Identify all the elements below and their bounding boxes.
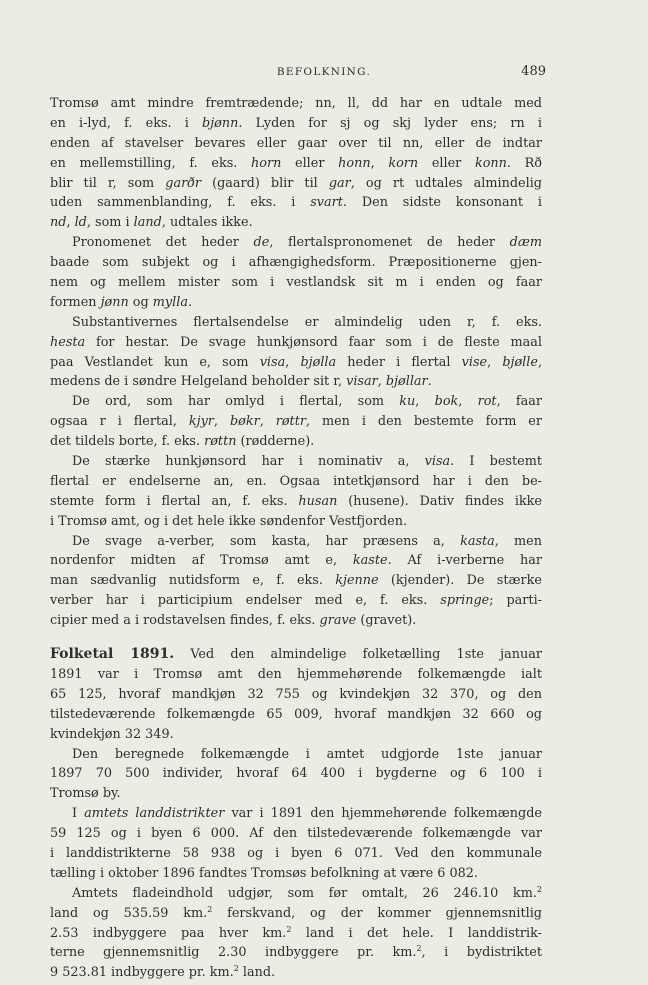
text-run: var i 1891 den hjemmehørende folkemængde bbox=[224, 806, 542, 822]
text-run: 59 125 og i byen 6 000. Af den tilstedeværende folkemængde var bbox=[50, 826, 542, 842]
superscript: 2 bbox=[207, 904, 213, 914]
text-line bbox=[50, 784, 542, 804]
text-run: (husene). Dativ findes ikke bbox=[337, 493, 542, 509]
text-line bbox=[50, 392, 542, 412]
text-run: , men i den bestemte form er bbox=[305, 414, 542, 430]
italic-term: bjønn bbox=[202, 115, 239, 131]
text-line bbox=[50, 94, 542, 114]
superscript: 2 bbox=[536, 884, 542, 894]
text-run: Ved den almindelige folketælling 1ste januar bbox=[174, 647, 542, 663]
running-title: BEFOLKNING. bbox=[276, 66, 372, 78]
text-run: . I bestemt bbox=[450, 454, 542, 470]
running-header bbox=[0, 66, 648, 86]
text-run: tilstedeværende folkemængde 65 009, hvoraf mandkjøn 32 660 og bbox=[50, 706, 542, 722]
text-run: eller bbox=[281, 155, 339, 171]
text-run: enden af stavelser bevares eller gaar over til nn, eller de indtar bbox=[50, 135, 542, 151]
text-run: en i-lyd, f. eks. i bbox=[50, 115, 203, 131]
superscript: 2 bbox=[233, 964, 239, 974]
text-line bbox=[50, 512, 542, 532]
italic-term: bøkr bbox=[229, 414, 260, 430]
text-run: Tromsø amt mindre fremtrædende; nn, ll, dd har en udtale med bbox=[50, 96, 542, 111]
text-line bbox=[50, 665, 542, 685]
text-run: ogsaa r i flertal, bbox=[50, 414, 189, 430]
text-line bbox=[50, 293, 542, 313]
text-line bbox=[50, 924, 542, 944]
text-line bbox=[50, 154, 542, 174]
text-run: , bbox=[370, 155, 389, 171]
superscript: 2 bbox=[416, 944, 422, 954]
italic-term: korn bbox=[388, 155, 419, 171]
text-line bbox=[50, 333, 542, 353]
text-line bbox=[50, 725, 542, 745]
text-line bbox=[50, 551, 542, 571]
text-run: flertal er endelserne an, en. Ogsaa intetkjønsord har i den be- bbox=[50, 473, 542, 489]
text-run: uden sammenblanding, f. eks. i bbox=[50, 195, 311, 211]
italic-term: kjyr bbox=[188, 414, 214, 430]
text-run: Substantivernes flertalsendelse er almindelig uden r, f. eks. bbox=[72, 314, 542, 330]
text-line bbox=[50, 705, 542, 725]
text-line bbox=[50, 253, 542, 273]
italic-term: visa bbox=[424, 454, 451, 470]
text-run: . bbox=[187, 294, 193, 310]
italic-term: bjøllar bbox=[385, 374, 428, 390]
italic-term: kasta bbox=[460, 533, 495, 549]
italic-term: dæm bbox=[509, 235, 542, 251]
italic-term: konn bbox=[474, 155, 507, 171]
text-line bbox=[50, 645, 542, 665]
text-run: og bbox=[128, 294, 153, 310]
italic-term: visa bbox=[259, 354, 286, 370]
text-line bbox=[50, 353, 542, 373]
italic-term: vise bbox=[461, 354, 488, 370]
text-run: paa Vestlandet kun e, som bbox=[50, 354, 260, 370]
text-line bbox=[50, 492, 542, 512]
text-run: , bbox=[458, 394, 478, 410]
text-run: i landdistrikterne 58 938 og i byen 6 071. Ved den kommunale bbox=[50, 845, 542, 861]
text-line bbox=[50, 193, 542, 213]
text-run: , udtales ikke. bbox=[161, 215, 253, 231]
italic-term: husan bbox=[298, 493, 338, 509]
italic-term: kjenne bbox=[335, 573, 379, 589]
text-run: blir til r, som bbox=[50, 175, 166, 191]
text-run: nem og mellem mister som i vestlandsk sit m i enden og faar bbox=[50, 275, 542, 291]
italic-term: visar bbox=[346, 374, 378, 390]
text-run: en mellemstilling, f. eks. bbox=[50, 155, 252, 171]
text-run: eller bbox=[418, 155, 475, 171]
text-line bbox=[50, 134, 542, 154]
text-run: for hestar. De svage hunkjønsord faar som i de fleste maal bbox=[85, 334, 542, 350]
page-number: 489 bbox=[521, 64, 546, 79]
italic-term: bjølle bbox=[502, 354, 538, 370]
italic-term: kaste bbox=[352, 553, 388, 569]
text-run: De svage a-verber, som kasta, har præsens a, bbox=[72, 533, 461, 549]
text-run: ; parti- bbox=[489, 593, 542, 609]
text-run: , som i bbox=[86, 215, 134, 231]
text-line bbox=[50, 943, 542, 963]
text-line bbox=[50, 273, 542, 293]
text-line bbox=[50, 864, 542, 884]
italic-term: røttr bbox=[275, 414, 306, 430]
italic-term: de bbox=[253, 235, 270, 251]
text-run: De stærke hunkjønsord har i nominativ a, bbox=[72, 454, 425, 470]
italic-term: hesta bbox=[50, 334, 86, 350]
italic-term: rot bbox=[477, 394, 497, 410]
text-run: i Tromsø amt, og i det hele ikke søndenfor Vestfjorden. bbox=[50, 513, 408, 529]
text-run: . Lyden for sj og skj lyder ens; rn i bbox=[238, 115, 542, 131]
text-run: Amtets fladeindhold udgjør, som før omtalt, 26 246.10 km. bbox=[72, 885, 537, 901]
text-run: verber har i participium endelser med e, f. eks. bbox=[50, 593, 441, 609]
italic-term: land bbox=[133, 215, 162, 231]
text-line bbox=[50, 824, 542, 844]
text-run: , bbox=[259, 414, 276, 430]
body-text bbox=[50, 94, 542, 983]
text-run: det tildels borte, f. eks. bbox=[50, 434, 205, 450]
text-run: land i det hele. I landdistrik- bbox=[291, 925, 542, 941]
text-line bbox=[50, 372, 542, 392]
text-run: land og 535.59 km. bbox=[50, 905, 208, 921]
italic-term: jønn bbox=[100, 294, 129, 310]
text-run: . Af i-verberne har bbox=[387, 553, 542, 569]
text-run: , bbox=[66, 215, 75, 231]
text-line bbox=[50, 904, 542, 924]
italic-term: svart bbox=[310, 195, 343, 211]
text-run: baade som subjekt og i afhængighedsform. Præpositionerne gjen- bbox=[50, 255, 542, 271]
italic-term: grave bbox=[319, 613, 357, 629]
text-line bbox=[50, 213, 542, 233]
text-line bbox=[50, 233, 542, 253]
text-run: I bbox=[72, 806, 85, 822]
text-run: (kjender). De stærke bbox=[378, 573, 542, 589]
text-run: (gravet). bbox=[356, 613, 417, 629]
italic-term: mylla bbox=[152, 294, 188, 310]
text-line bbox=[50, 313, 542, 333]
italic-term: røttn bbox=[204, 434, 237, 450]
text-run: . Rð bbox=[506, 155, 542, 171]
text-run: , og rt udtales almindelig bbox=[350, 175, 542, 191]
text-run: , bbox=[285, 354, 301, 370]
text-run: . Den sidste konsonant i bbox=[342, 195, 542, 211]
text-run: , bbox=[487, 354, 503, 370]
text-line bbox=[50, 963, 542, 983]
text-run: Den beregnede folkemængde i amtet udgjorde 1ste januar bbox=[72, 746, 542, 762]
text-run: land. bbox=[238, 965, 276, 981]
text-run: stemte form i flertal an, f. eks. bbox=[50, 493, 299, 509]
text-line bbox=[50, 412, 542, 432]
text-run: Pronomenet det heder bbox=[72, 235, 254, 251]
italic-term: nd bbox=[50, 215, 67, 231]
text-line bbox=[50, 764, 542, 784]
text-line bbox=[50, 844, 542, 864]
text-line bbox=[50, 472, 542, 492]
text-run: 1897 70 500 individer, hvoraf 64 400 i bygderne og 6 100 i bbox=[50, 766, 542, 782]
text-run: 9 523.81 indbyggere pr. km. bbox=[50, 965, 234, 981]
text-line bbox=[50, 611, 542, 631]
text-run: , i bydistriktet bbox=[421, 945, 542, 961]
text-run: terne gjennemsnitlig 2.30 indbyggere pr. km. bbox=[50, 945, 417, 961]
italic-term: ld bbox=[74, 215, 87, 231]
text-run: , men bbox=[494, 533, 542, 549]
text-run: , bbox=[213, 414, 230, 430]
text-run: , flertalspronomenet de heder bbox=[269, 235, 510, 251]
section-heading: Folketal 1891. bbox=[50, 646, 175, 663]
text-run: 65 125, hvoraf mandkjøn 32 755 og kvindekjøn 32 370, og den bbox=[50, 686, 542, 702]
text-run: 2.53 indbyggere paa hver km. bbox=[50, 925, 287, 941]
italic-term: bok bbox=[434, 394, 459, 410]
italic-term: honn bbox=[338, 155, 371, 171]
text-line bbox=[50, 571, 542, 591]
text-run: , bbox=[377, 374, 386, 390]
italic-term: horn bbox=[251, 155, 282, 171]
text-line bbox=[50, 532, 542, 552]
text-line bbox=[50, 745, 542, 765]
text-line bbox=[50, 685, 542, 705]
italic-term: springe bbox=[440, 593, 490, 609]
text-run: , faar bbox=[496, 394, 542, 410]
text-line bbox=[50, 174, 542, 194]
superscript: 2 bbox=[286, 924, 292, 934]
text-line bbox=[50, 591, 542, 611]
text-run: , bbox=[537, 354, 542, 370]
text-run: formen bbox=[50, 294, 101, 310]
text-run: Tromsø by. bbox=[50, 786, 121, 802]
text-run: heder i flertal bbox=[336, 354, 462, 370]
italic-term: ku bbox=[399, 394, 416, 410]
text-run: De ord, som har omlyd i flertal, som bbox=[72, 394, 400, 410]
text-run: , bbox=[415, 394, 435, 410]
text-run: ferskvand, og der kommer gjennemsnitlig bbox=[212, 905, 542, 921]
text-run: man sædvanlig nutidsform e, f. eks. bbox=[50, 573, 336, 589]
italic-term: bjølla bbox=[300, 354, 337, 370]
text-run: (rødderne). bbox=[236, 434, 315, 450]
text-run: (gaard) blir til bbox=[201, 175, 329, 191]
text-run: kvindekjøn 32 349. bbox=[50, 726, 174, 742]
italic-term: gar bbox=[328, 175, 351, 191]
italic-term: amtets landdistrikter bbox=[84, 806, 225, 822]
text-line bbox=[50, 804, 542, 824]
text-line bbox=[50, 452, 542, 472]
text-run: nordenfor midten af Tromsø amt e, bbox=[50, 553, 353, 569]
text-run: cipier med a i rodstavelsen findes, f. eks. bbox=[50, 613, 320, 629]
text-run: 1891 var i Tromsø amt den hjemmehørende folkemængde ialt bbox=[50, 666, 542, 682]
text-run: tælling i oktober 1896 fandtes Tromsøs befolkning at være 6 082. bbox=[50, 865, 478, 881]
text-line bbox=[50, 432, 542, 452]
text-run: . bbox=[427, 374, 432, 390]
text-line bbox=[50, 114, 542, 134]
text-run: medens de i søndre Helgeland beholder sit r, bbox=[50, 374, 347, 390]
text-line bbox=[50, 884, 542, 904]
italic-term: garðr bbox=[165, 175, 202, 191]
